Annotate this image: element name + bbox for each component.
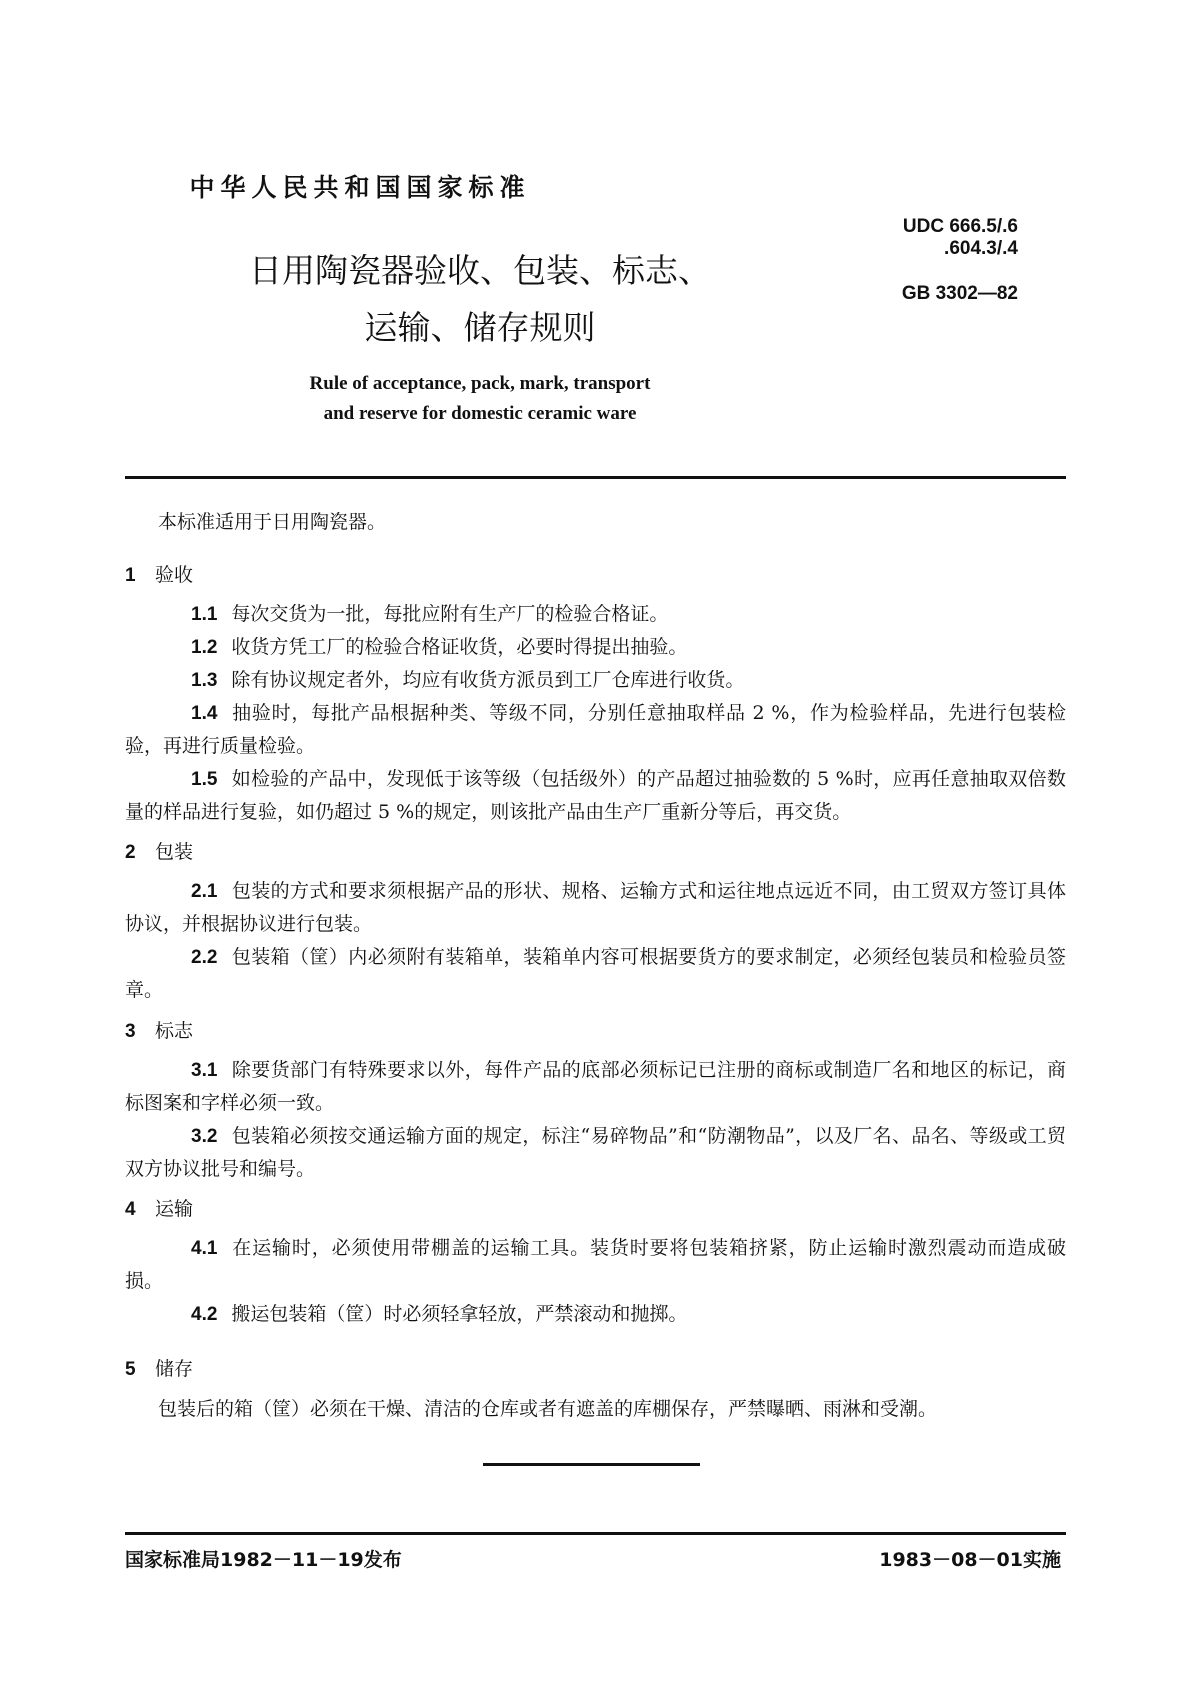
clause-number: 3.1	[191, 1060, 218, 1081]
clause-number: 1.1	[191, 604, 218, 625]
english-title-line-2: and reserve for domestic ceramic ware	[323, 403, 637, 424]
clause-4-1	[125, 1232, 1066, 1298]
clause-1-5	[125, 763, 1066, 829]
clause-number: 4.1	[191, 1238, 218, 1259]
clause-3-2	[125, 1120, 1066, 1186]
clause-number: 3.2	[191, 1126, 218, 1147]
clause-text: 抽验时，每批产品根据种类、等级不同，分别任意抽取样品 2 %，作为检验样品，先进行包装检验，再进行质量检验。	[125, 702, 1066, 757]
gb-number: GB 3302—82	[901, 283, 1018, 304]
scope-statement: 本标准适用于日用陶瓷器。	[158, 511, 387, 533]
section-title: 运输	[155, 1198, 194, 1220]
header-divider	[125, 476, 1066, 479]
section-number: 2	[125, 842, 136, 863]
clause-number: 1.2	[191, 637, 218, 658]
clause-text: 如检验的产品中，发现低于该等级（包括级外）的产品超过抽验数的 5 %时，应再任意抽取双倍数量的样品进行复验，如仍超过 5 %的规定，则该批产品由生产厂重新分等后，再交货。	[125, 768, 1066, 823]
clause-number: 1.5	[191, 769, 218, 790]
clause-number: 4.2	[191, 1304, 218, 1325]
clause-2-2	[125, 941, 1066, 1007]
udc-line-1: UDC 666.5/.6	[902, 216, 1018, 237]
clause-text: 每次交货为一批，每批应附有生产厂的检验合格证。	[231, 603, 669, 625]
clause-text: 除有协议规定者外，均应有收货方派员到工厂仓库进行收货。	[231, 669, 745, 691]
udc-code	[888, 216, 1018, 260]
clause-text: 包装箱（筐）内必须附有装箱单，装箱单内容可根据要货方的要求制定，必须经包装员和检验员签章。	[125, 946, 1066, 1001]
section-number: 5	[125, 1359, 136, 1380]
clause-text: 包装箱必须按交通运输方面的规定，标注“易碎物品”和“防潮物品”，以及厂名、品名、等级或工贸双方协议批号和编号。	[125, 1125, 1066, 1180]
clause-number: 1.3	[191, 670, 218, 691]
clause-1-1	[125, 598, 1066, 631]
udc-line-2: .604.3/.4	[944, 238, 1018, 259]
clause-number: 2.1	[191, 881, 218, 902]
clause-text: 包装的方式和要求须根据产品的形状、规格、运输方式和运往地点远近不同，由工贸双方签订具体协议，并根据协议进行包装。	[125, 880, 1066, 935]
standard-type-title: 中华人民共和国国家标准	[189, 173, 531, 202]
english-title-line-1: Rule of acceptance, pack, mark, transport	[309, 373, 651, 394]
section-title: 包装	[155, 841, 194, 863]
footer-divider	[125, 1532, 1066, 1535]
section-number: 4	[125, 1199, 136, 1220]
section-number: 3	[125, 1021, 136, 1042]
chinese-title-line-1: 日用陶瓷器验收、包装、标志、	[249, 251, 711, 290]
section-2-heading	[125, 837, 193, 868]
clause-text: 在运输时，必须使用带棚盖的运输工具。装货时要将包装箱挤紧，防止运输时激烈震动而造成破损。	[125, 1237, 1066, 1292]
section-1-heading	[125, 560, 193, 591]
section-3-heading	[125, 1016, 193, 1047]
chinese-title-line-2: 运输、储存规则	[364, 308, 596, 347]
clause-text: 除要货部门有特殊要求以外，每件产品的底部必须标记已注册的商标或制造厂名和地区的标记，商标图案和字样必须一致。	[125, 1059, 1066, 1114]
effective-date: 1983－08－01实施	[879, 1549, 1061, 1571]
section-title: 储存	[155, 1358, 194, 1380]
section-title: 标志	[155, 1020, 194, 1042]
section-5-body: 包装后的箱（筐）必须在干燥、清洁的仓库或者有遮盖的库棚保存，严禁曝晒、雨淋和受潮。	[158, 1398, 938, 1420]
clause-text: 收货方凭工厂的检验合格证收货，必要时得提出抽验。	[231, 636, 688, 658]
clause-1-3	[125, 664, 1066, 697]
issue-date: 国家标准局1982－11－19发布	[125, 1549, 402, 1571]
section-5-heading	[125, 1354, 193, 1385]
clause-1-2	[125, 631, 1066, 664]
clause-3-1	[125, 1054, 1066, 1120]
clause-number: 1.4	[191, 703, 218, 724]
clause-number: 2.2	[191, 947, 218, 968]
clause-1-4	[125, 697, 1066, 763]
section-number: 1	[125, 565, 136, 586]
clause-2-1	[125, 875, 1066, 941]
clause-4-2	[125, 1298, 1066, 1331]
clause-text: 搬运包装箱（筐）时必须轻拿轻放，严禁滚动和抛掷。	[231, 1303, 688, 1325]
section-4-heading	[125, 1194, 193, 1225]
section-title: 验收	[155, 564, 194, 586]
end-of-text-divider	[483, 1463, 700, 1466]
